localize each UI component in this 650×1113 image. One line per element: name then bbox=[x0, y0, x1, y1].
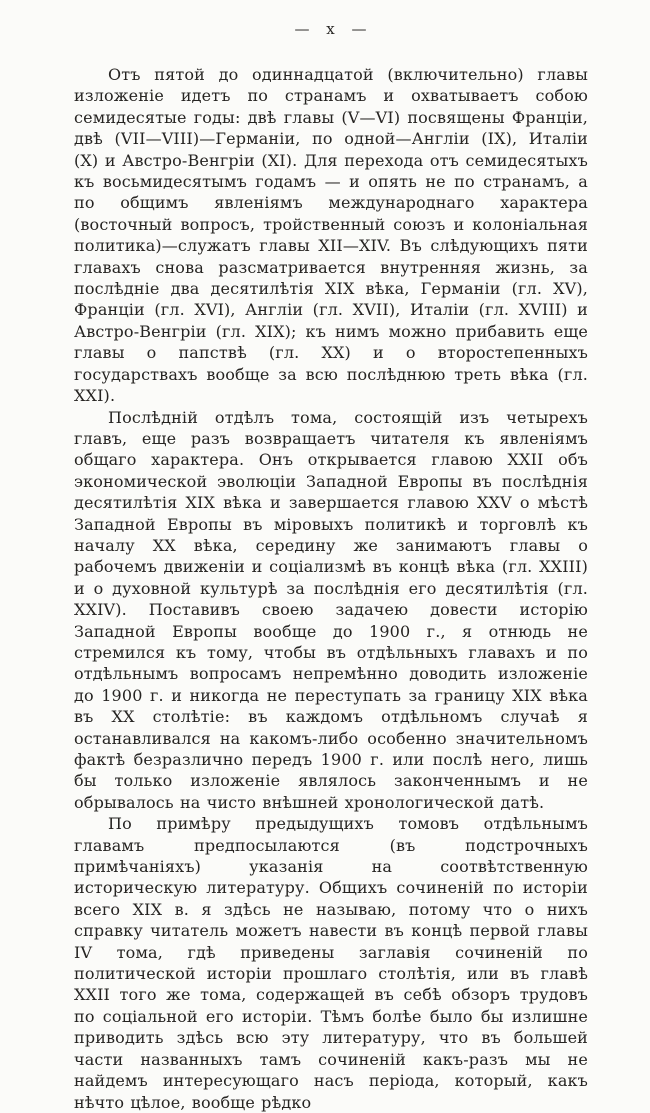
paragraph: Послѣдній отдѣлъ тома, состоящій изъ четырехъ главъ, еще разъ возвращаетъ читателя къ явленіямъ общаго характера. Онъ открывается главою XXII объ экономической эволюціи Западной Европы въ послѣднія десятилѣтія XIX вѣка и завершается главою XXV о мѣстѣ Западной Европы въ міровыхъ политикѣ и торговлѣ къ началу XX вѣка, середину же занимаютъ главы о рабочемъ движеніи и соціализмѣ въ концѣ вѣка (гл. XXIII) и о духовной культурѣ за послѣднія его десятилѣтія (гл. XXIV). Поставивъ своею задачею довести исторію Западной Европы вообще до 1900 г., я отнюдь не стремился къ тому, чтобы въ отдѣльныхъ главахъ и по отдѣльнымъ вопросамъ непремѣнно доводить изложеніе до 1900 г. и никогда не переступать за границу XIX вѣка въ XX столѣтіе: въ каждомъ отдѣльномъ случаѣ я останавливался на какомъ-либо особенно значительномъ фактѣ безразлично передъ 1900 г. или послѣ него, лишь бы только изложеніе являлось законченнымъ и не обрывалось на чисто внѣшней хронологической датѣ. bbox=[74, 407, 588, 812]
page-body-text bbox=[74, 64, 588, 1113]
paragraph: По примѣру предыдущихъ томовъ отдѣльнымъ главамъ предпосылаются (въ подстрочныхъ примѣчаніяхъ) указанія на соотвѣтственную историческую литературу. Общихъ сочиненій по исторіи всего XIX в. я здѣсь не называю, потому что о нихъ справку читатель можетъ навести въ концѣ первой главы IV тома, гдѣ приведены заглавія сочиненій по политической исторіи прошлаго столѣтія, или въ главѣ XXII того же тома, содержащей въ себѣ обзоръ трудовъ по соціальной его исторіи. Тѣмъ болѣе было бы излишне приводить здѣсь всю эту литературу, что въ большей части названныхъ тамъ сочиненій какъ-разъ мы не найдемъ интересующаго насъ періода, который, какъ нѣчто цѣлое, вообще рѣдко bbox=[74, 814, 588, 1112]
page-number: — x — bbox=[294, 20, 368, 38]
paragraph: Отъ пятой до одиннадцатой (включительно) главы изложеніе идетъ по странамъ и охватываетъ собою семидесятые годы: двѣ главы (V—VI) посвящены Франціи, двѣ (VII—VIII)—Германіи, по одной—Англіи (IX), Италіи (X) и Австро-Венгріи (XI). Для перехода отъ семидесятыхъ къ восьмидесятымъ годамъ — и опять не по странамъ, а по общимъ явленіямъ международнаго характера (восточный вопросъ, тройственный союзъ и колоніальная политика)—служатъ главы XII—XIV. Въ слѣдующихъ пяти главахъ снова разсматривается внутренняя жизнь, за послѣдніе два десятилѣтія XIX вѣка, Германіи (гл. XV), Франціи (гл. XVI), Англіи (гл. XVII), Италіи (гл. XVIII) и Австро-Венгріи (гл. XIX); къ нимъ можно прибавить еще главы о папствѣ (гл. XX) и о второстепенныхъ государствахъ вообще за всю послѣднюю треть вѣка (гл. XXI). bbox=[74, 65, 588, 406]
